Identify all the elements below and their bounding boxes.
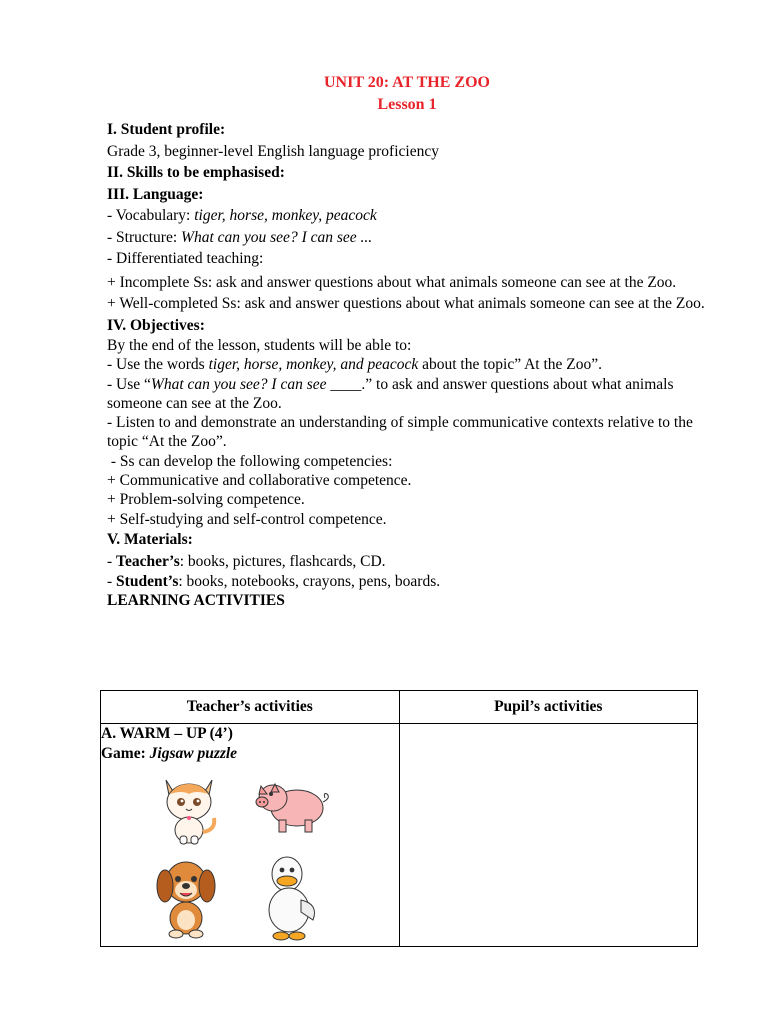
structure-line: - Structure: What can you see? I can see ...: [107, 228, 373, 246]
vocabulary-line: - Vocabulary: tiger, horse, monkey, peacock: [107, 207, 377, 224]
objective-competencies: - Ss can develop the following competencies:: [107, 452, 393, 470]
competency-3: + Self-studying and self-control competence.: [107, 510, 387, 528]
skills-heading: II. Skills to be emphasised:: [107, 164, 285, 181]
lesson-plan: [107, 72, 707, 610]
incomplete-line: + Incomplete Ss: ask and answer questions about what animals someone can see at the Zoo.: [107, 273, 677, 291]
materials-teacher: - Teacher’s: books, pictures, flashcards, CD.: [107, 553, 386, 571]
teacher-column-header: Teacher’s activities: [101, 691, 400, 724]
objective-listen: - Listen to and demonstrate an understanding of simple communicative contexts relative to the topic “At the Zoo”.: [107, 414, 693, 451]
teacher-activity-cell: [101, 724, 400, 947]
duck-picture: [261, 850, 323, 942]
learning-activities-heading: LEARNING ACTIVITIES: [107, 592, 285, 610]
pig-picture: [251, 772, 333, 838]
unit-title: UNIT 20: AT THE ZOO: [324, 74, 490, 91]
well-completed-line: + Well-completed Ss: ask and answer questions about what animals someone can see at the Zoo.: [107, 295, 705, 312]
competency-2: + Problem-solving competence.: [107, 491, 305, 509]
pupil-activity-cell: [399, 724, 698, 947]
warmup-heading: A. WARM – UP (4’): [101, 725, 233, 742]
objective-question: - Use “What can you see? I can see ____.” to ask and answer questions about what animals someone can see at the Zoo.: [107, 375, 674, 412]
materials-student: - Student’s: books, notebooks, crayons, pens, boards.: [107, 572, 441, 590]
dog-picture: [153, 852, 219, 940]
profile-text: Grade 3, beginner-level English language proficiency: [107, 142, 439, 160]
objectives-intro: By the end of the lesson, students will be able to:: [107, 337, 412, 354]
animal-pictures: [101, 770, 399, 945]
language-heading: III. Language:: [107, 185, 204, 203]
materials-heading: V. Materials:: [107, 530, 193, 548]
pupil-column-header: Pupil’s activities: [399, 691, 698, 724]
lesson-title: Lesson 1: [377, 96, 437, 113]
differentiated-line: - Differentiated teaching:: [107, 250, 264, 267]
profile-heading: I. Student profile:: [107, 121, 226, 138]
objective-words: - Use the words tiger, horse, monkey, and peacock about the topic” At the Zoo”.: [107, 356, 603, 374]
cat-picture: [156, 770, 222, 846]
objectives-heading: IV. Objectives:: [107, 316, 205, 334]
activities-table: [100, 690, 698, 947]
game-line: Game: Jigsaw puzzle: [101, 745, 238, 762]
competency-1: + Communicative and collaborative competence.: [107, 472, 412, 490]
